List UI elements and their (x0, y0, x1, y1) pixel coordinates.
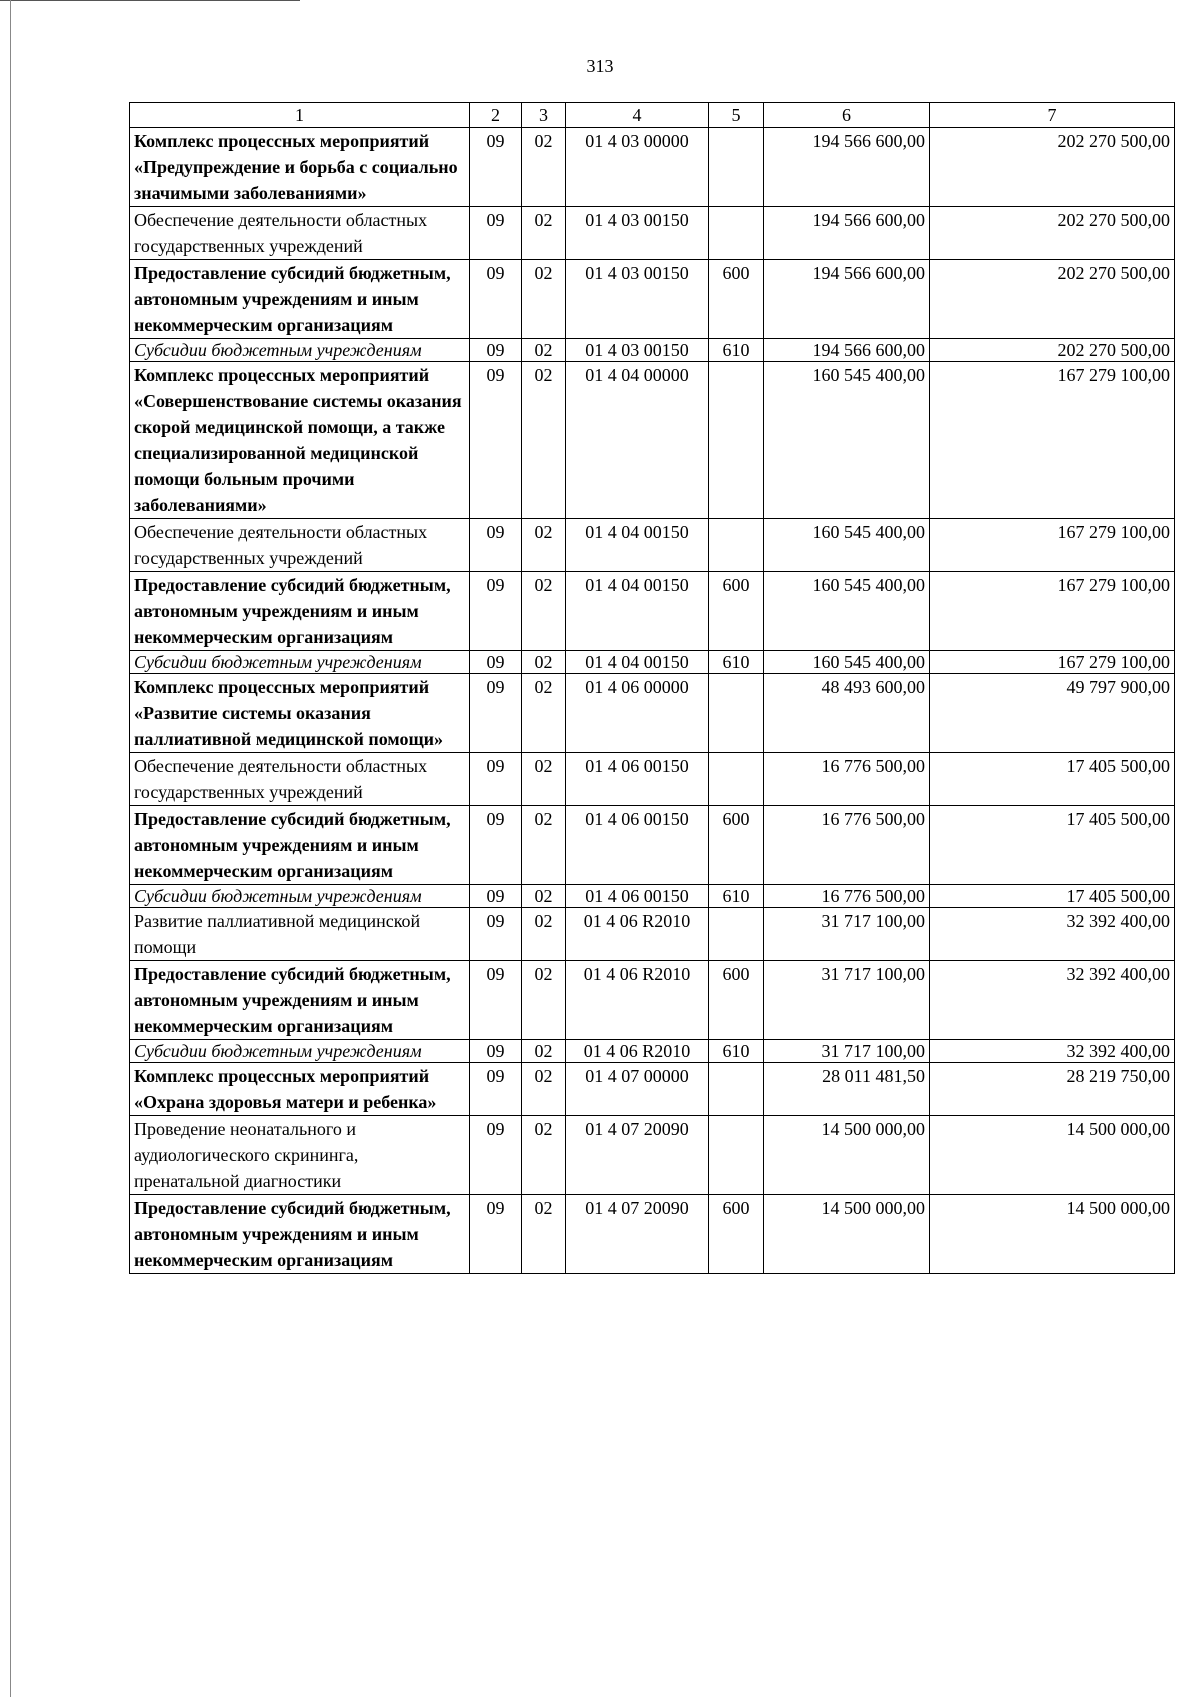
expense-type-cell (709, 519, 764, 572)
amount-year2-cell: 14 500 000,00 (930, 1116, 1175, 1195)
target-article-cell: 01 4 03 00000 (566, 128, 709, 207)
section-code-cell: 09 (470, 753, 522, 806)
section-code-cell: 09 (470, 1195, 522, 1274)
section-code-cell: 09 (470, 908, 522, 961)
table-row (130, 260, 1175, 339)
target-article-cell: 01 4 06 00150 (566, 885, 709, 908)
subsection-code-cell: 02 (522, 908, 566, 961)
subsection-code-cell: 02 (522, 1063, 566, 1116)
amount-year1-cell: 194 566 600,00 (764, 339, 930, 362)
expense-type-cell: 600 (709, 806, 764, 885)
amount-year2-cell: 202 270 500,00 (930, 207, 1175, 260)
row-name-cell: Проведение неонатального и аудиологического скрининга, пренатальной диагностики (130, 1116, 470, 1195)
amount-year1-cell: 48 493 600,00 (764, 674, 930, 753)
amount-year1-cell: 31 717 100,00 (764, 961, 930, 1040)
table-row (130, 885, 1175, 908)
table-row (130, 753, 1175, 806)
row-name-cell: Обеспечение деятельности областных государственных учреждений (130, 519, 470, 572)
section-code-cell: 09 (470, 961, 522, 1040)
column-header: 2 (470, 103, 522, 128)
subsection-code-cell: 02 (522, 572, 566, 651)
amount-year1-cell: 194 566 600,00 (764, 207, 930, 260)
section-code-cell: 09 (470, 1063, 522, 1116)
column-header: 6 (764, 103, 930, 128)
row-name-cell: Комплекс процессных мероприятий «Охрана здоровья матери и ребенка» (130, 1063, 470, 1116)
budget-table (129, 102, 1175, 1274)
subsection-code-cell: 02 (522, 885, 566, 908)
section-code-cell: 09 (470, 651, 522, 674)
row-name-cell: Комплекс процессных мероприятий «Развитие системы оказания паллиативной медицинской помощи» (130, 674, 470, 753)
subsection-code-cell: 02 (522, 519, 566, 572)
subsection-code-cell: 02 (522, 1116, 566, 1195)
section-code-cell: 09 (470, 519, 522, 572)
table-row (130, 674, 1175, 753)
row-name-cell: Комплекс процессных мероприятий «Предупреждение и борьба с социально значимыми заболеваниями» (130, 128, 470, 207)
column-header: 1 (130, 103, 470, 128)
expense-type-cell: 600 (709, 260, 764, 339)
target-article-cell: 01 4 07 00000 (566, 1063, 709, 1116)
amount-year2-cell: 32 392 400,00 (930, 961, 1175, 1040)
subsection-code-cell: 02 (522, 806, 566, 885)
subsection-code-cell: 02 (522, 674, 566, 753)
row-name-cell: Предоставление субсидий бюджетным, автономным учреждениям и иным некоммерческим организациям (130, 1195, 470, 1274)
target-article-cell: 01 4 06 R2010 (566, 908, 709, 961)
amount-year2-cell: 167 279 100,00 (930, 651, 1175, 674)
amount-year2-cell: 167 279 100,00 (930, 362, 1175, 519)
section-code-cell: 09 (470, 1116, 522, 1195)
expense-type-cell (709, 128, 764, 207)
section-code-cell: 09 (470, 1040, 522, 1063)
target-article-cell: 01 4 07 20090 (566, 1116, 709, 1195)
subsection-code-cell: 02 (522, 961, 566, 1040)
table-row (130, 1195, 1175, 1274)
column-header: 3 (522, 103, 566, 128)
section-code-cell: 09 (470, 885, 522, 908)
expense-type-cell: 600 (709, 1195, 764, 1274)
subsection-code-cell: 02 (522, 1195, 566, 1274)
column-header: 4 (566, 103, 709, 128)
expense-type-cell: 610 (709, 339, 764, 362)
subsection-code-cell: 02 (522, 753, 566, 806)
amount-year1-cell: 194 566 600,00 (764, 260, 930, 339)
table-row (130, 961, 1175, 1040)
amount-year2-cell: 17 405 500,00 (930, 806, 1175, 885)
amount-year1-cell: 14 500 000,00 (764, 1195, 930, 1274)
expense-type-cell: 610 (709, 651, 764, 674)
target-article-cell: 01 4 03 00150 (566, 207, 709, 260)
section-code-cell: 09 (470, 806, 522, 885)
column-header: 5 (709, 103, 764, 128)
column-number-row (130, 103, 1175, 128)
table-row (130, 519, 1175, 572)
table-row (130, 908, 1175, 961)
row-name-cell: Предоставление субсидий бюджетным, автономным учреждениям и иным некоммерческим организациям (130, 260, 470, 339)
amount-year1-cell: 16 776 500,00 (764, 753, 930, 806)
table-row (130, 1063, 1175, 1116)
column-header: 7 (930, 103, 1175, 128)
amount-year1-cell: 16 776 500,00 (764, 806, 930, 885)
target-article-cell: 01 4 03 00150 (566, 339, 709, 362)
target-article-cell: 01 4 06 R2010 (566, 961, 709, 1040)
section-code-cell: 09 (470, 674, 522, 753)
row-name-cell: Обеспечение деятельности областных государственных учреждений (130, 207, 470, 260)
target-article-cell: 01 4 04 00150 (566, 651, 709, 674)
target-article-cell: 01 4 06 00150 (566, 806, 709, 885)
row-name-cell: Субсидии бюджетным учреждениям (130, 1040, 470, 1063)
amount-year1-cell: 194 566 600,00 (764, 128, 930, 207)
expense-type-cell: 600 (709, 961, 764, 1040)
table-row (130, 1116, 1175, 1195)
expense-type-cell (709, 753, 764, 806)
amount-year2-cell: 167 279 100,00 (930, 572, 1175, 651)
row-name-cell: Обеспечение деятельности областных государственных учреждений (130, 753, 470, 806)
table-row (130, 128, 1175, 207)
subsection-code-cell: 02 (522, 362, 566, 519)
amount-year2-cell: 32 392 400,00 (930, 908, 1175, 961)
expense-type-cell (709, 1063, 764, 1116)
target-article-cell: 01 4 06 R2010 (566, 1040, 709, 1063)
table-row (130, 362, 1175, 519)
scan-edge-left (10, 0, 11, 1697)
target-article-cell: 01 4 03 00150 (566, 260, 709, 339)
expense-type-cell (709, 674, 764, 753)
section-code-cell: 09 (470, 260, 522, 339)
amount-year2-cell: 32 392 400,00 (930, 1040, 1175, 1063)
table-body (130, 128, 1175, 1274)
expense-type-cell: 610 (709, 885, 764, 908)
expense-type-cell (709, 1116, 764, 1195)
amount-year2-cell: 17 405 500,00 (930, 753, 1175, 806)
amount-year1-cell: 160 545 400,00 (764, 651, 930, 674)
subsection-code-cell: 02 (522, 651, 566, 674)
expense-type-cell: 600 (709, 572, 764, 651)
amount-year1-cell: 28 011 481,50 (764, 1063, 930, 1116)
amount-year2-cell: 167 279 100,00 (930, 519, 1175, 572)
section-code-cell: 09 (470, 128, 522, 207)
row-name-cell: Предоставление субсидий бюджетным, автономным учреждениям и иным некоммерческим организациям (130, 806, 470, 885)
expense-type-cell: 610 (709, 1040, 764, 1063)
section-code-cell: 09 (470, 362, 522, 519)
row-name-cell: Субсидии бюджетным учреждениям (130, 885, 470, 908)
scan-edge-top (0, 0, 300, 1)
amount-year1-cell: 31 717 100,00 (764, 908, 930, 961)
row-name-cell: Развитие паллиативной медицинской помощи (130, 908, 470, 961)
table-row (130, 806, 1175, 885)
expense-type-cell (709, 908, 764, 961)
amount-year2-cell: 14 500 000,00 (930, 1195, 1175, 1274)
section-code-cell: 09 (470, 339, 522, 362)
table-row (130, 1040, 1175, 1063)
amount-year2-cell: 17 405 500,00 (930, 885, 1175, 908)
amount-year1-cell: 14 500 000,00 (764, 1116, 930, 1195)
subsection-code-cell: 02 (522, 260, 566, 339)
table-row (130, 572, 1175, 651)
subsection-code-cell: 02 (522, 128, 566, 207)
amount-year2-cell: 49 797 900,00 (930, 674, 1175, 753)
target-article-cell: 01 4 07 20090 (566, 1195, 709, 1274)
section-code-cell: 09 (470, 572, 522, 651)
amount-year1-cell: 160 545 400,00 (764, 362, 930, 519)
row-name-cell: Предоставление субсидий бюджетным, автономным учреждениям и иным некоммерческим организациям (130, 961, 470, 1040)
expense-type-cell (709, 362, 764, 519)
row-name-cell: Субсидии бюджетным учреждениям (130, 651, 470, 674)
amount-year2-cell: 202 270 500,00 (930, 339, 1175, 362)
amount-year1-cell: 16 776 500,00 (764, 885, 930, 908)
row-name-cell: Субсидии бюджетным учреждениям (130, 339, 470, 362)
subsection-code-cell: 02 (522, 1040, 566, 1063)
section-code-cell: 09 (470, 207, 522, 260)
table-row (130, 339, 1175, 362)
page-number: 313 (586, 56, 614, 76)
target-article-cell: 01 4 04 00150 (566, 519, 709, 572)
amount-year1-cell: 31 717 100,00 (764, 1040, 930, 1063)
row-name-cell: Предоставление субсидий бюджетным, автономным учреждениям и иным некоммерческим организациям (130, 572, 470, 651)
target-article-cell: 01 4 04 00150 (566, 572, 709, 651)
subsection-code-cell: 02 (522, 339, 566, 362)
amount-year2-cell: 202 270 500,00 (930, 128, 1175, 207)
row-name-cell: Комплекс процессных мероприятий «Совершенствование системы оказания скорой медицинской помощи, а также специализированной медицинской помощи больным прочими заболеваниями» (130, 362, 470, 519)
target-article-cell: 01 4 06 00000 (566, 674, 709, 753)
amount-year2-cell: 28 219 750,00 (930, 1063, 1175, 1116)
target-article-cell: 01 4 04 00000 (566, 362, 709, 519)
amount-year1-cell: 160 545 400,00 (764, 519, 930, 572)
table-row (130, 207, 1175, 260)
amount-year1-cell: 160 545 400,00 (764, 572, 930, 651)
subsection-code-cell: 02 (522, 207, 566, 260)
amount-year2-cell: 202 270 500,00 (930, 260, 1175, 339)
target-article-cell: 01 4 06 00150 (566, 753, 709, 806)
table-row (130, 651, 1175, 674)
expense-type-cell (709, 207, 764, 260)
